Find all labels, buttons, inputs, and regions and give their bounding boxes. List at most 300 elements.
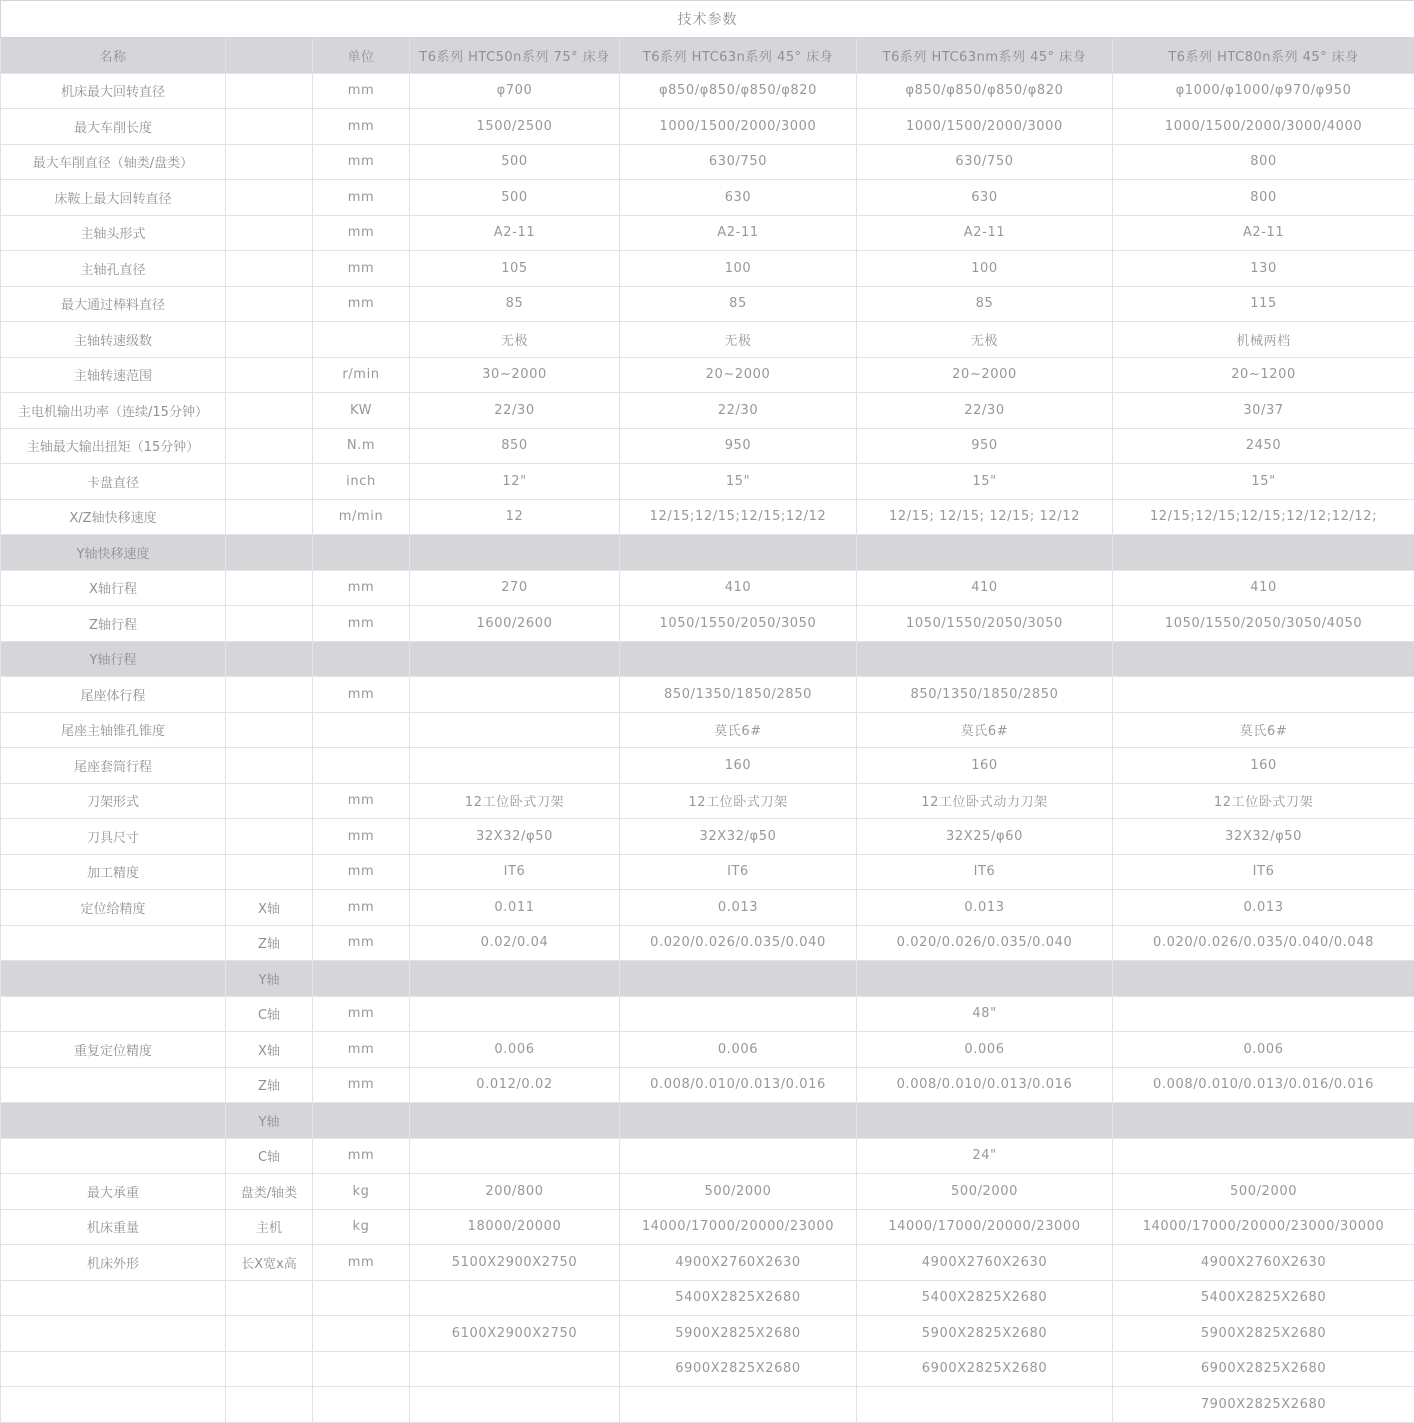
value-cell: 22/30 xyxy=(410,393,620,429)
value-cell xyxy=(410,1351,620,1387)
row-sublabel xyxy=(226,570,313,606)
row-label: 尾座套筒行程 xyxy=(1,748,226,784)
row-label xyxy=(1,1103,226,1139)
row-label: 刀架形式 xyxy=(1,783,226,819)
value-cell: 7900X2825X2680 xyxy=(1113,1387,1414,1423)
value-cell: 14000/17000/20000/23000 xyxy=(620,1209,857,1245)
value-cell: 12工位卧式刀架 xyxy=(1113,783,1414,819)
unit-cell xyxy=(313,961,410,997)
value-cell: 630 xyxy=(857,180,1113,216)
value-cell xyxy=(410,535,620,571)
value-cell: 32X32/φ50 xyxy=(620,819,857,855)
table-row xyxy=(1,1209,1414,1245)
row-label: 最大通过棒料直径 xyxy=(1,286,226,322)
value-cell: 无极 xyxy=(620,322,857,358)
unit-cell: mm xyxy=(313,606,410,642)
value-cell xyxy=(1113,677,1414,713)
value-cell: 30/37 xyxy=(1113,393,1414,429)
value-cell: 12/15;12/15;12/15;12/12;12/12; xyxy=(1113,499,1414,535)
value-cell xyxy=(620,996,857,1032)
row-label: 定位给精度 xyxy=(1,890,226,926)
row-sublabel xyxy=(226,854,313,890)
row-label: 最大车削长度 xyxy=(1,109,226,145)
value-cell: 12/15;12/15;12/15;12/12 xyxy=(620,499,857,535)
value-cell xyxy=(1113,535,1414,571)
value-cell: 1000/1500/2000/3000 xyxy=(857,109,1113,145)
value-cell: 6100X2900X2750 xyxy=(410,1316,620,1352)
value-cell: 莫氏6# xyxy=(620,712,857,748)
row-label xyxy=(1,925,226,961)
row-label xyxy=(1,1316,226,1352)
table-row xyxy=(1,393,1414,429)
row-label: 最大承重 xyxy=(1,1174,226,1210)
value-cell: 0.013 xyxy=(857,890,1113,926)
value-cell xyxy=(410,961,620,997)
unit-cell: mm xyxy=(313,1032,410,1068)
row-label: 刀具尺寸 xyxy=(1,819,226,855)
row-label xyxy=(1,1387,226,1423)
value-cell: 950 xyxy=(620,428,857,464)
row-sublabel: 主机 xyxy=(226,1209,313,1245)
row-label: 床鞍上最大回转直径 xyxy=(1,180,226,216)
row-sublabel: X轴 xyxy=(226,890,313,926)
value-cell: 0.006 xyxy=(620,1032,857,1068)
row-sublabel xyxy=(226,286,313,322)
row-sublabel xyxy=(226,641,313,677)
value-cell: 14000/17000/20000/23000/30000 xyxy=(1113,1209,1414,1245)
value-cell: 4900X2760X2630 xyxy=(857,1245,1113,1281)
value-cell: φ850/φ850/φ850/φ820 xyxy=(620,73,857,109)
value-cell: 1050/1550/2050/3050 xyxy=(857,606,1113,642)
value-cell xyxy=(410,641,620,677)
value-cell: 6900X2825X2680 xyxy=(1113,1351,1414,1387)
value-cell: 100 xyxy=(857,251,1113,287)
value-cell: 115 xyxy=(1113,286,1414,322)
row-label: 主轴转速级数 xyxy=(1,322,226,358)
value-cell: 12 xyxy=(410,499,620,535)
unit-cell: mm xyxy=(313,1245,410,1281)
value-cell: 85 xyxy=(620,286,857,322)
value-cell: 1050/1550/2050/3050 xyxy=(620,606,857,642)
row-sublabel: C轴 xyxy=(226,996,313,1032)
value-cell: A2-11 xyxy=(410,215,620,251)
table-row xyxy=(1,322,1414,358)
value-cell: 5100X2900X2750 xyxy=(410,1245,620,1281)
table-row xyxy=(1,286,1414,322)
table-row xyxy=(1,215,1414,251)
value-cell: 1500/2500 xyxy=(410,109,620,145)
unit-cell: mm xyxy=(313,854,410,890)
table-row xyxy=(1,180,1414,216)
table-row xyxy=(1,1067,1414,1103)
unit-cell xyxy=(313,748,410,784)
value-cell: 32X32/φ50 xyxy=(410,819,620,855)
value-cell xyxy=(410,677,620,713)
row-sublabel xyxy=(226,1280,313,1316)
row-label xyxy=(1,961,226,997)
value-cell xyxy=(620,1103,857,1139)
row-sublabel xyxy=(226,73,313,109)
table-row xyxy=(1,854,1414,890)
value-cell: 630 xyxy=(620,180,857,216)
value-cell xyxy=(1113,1138,1414,1174)
unit-cell: mm xyxy=(313,1138,410,1174)
table-row xyxy=(1,428,1414,464)
row-sublabel xyxy=(226,535,313,571)
row-sublabel xyxy=(226,251,313,287)
column-header: T6系列 HTC63n系列 45° 床身 xyxy=(620,38,857,74)
value-cell: 270 xyxy=(410,570,620,606)
unit-cell: KW xyxy=(313,393,410,429)
row-label: 尾座主轴锥孔锥度 xyxy=(1,712,226,748)
value-cell: 0.008/0.010/0.013/0.016/0.016 xyxy=(1113,1067,1414,1103)
value-cell: 1000/1500/2000/3000/4000 xyxy=(1113,109,1414,145)
row-label: 机床重量 xyxy=(1,1209,226,1245)
table-row xyxy=(1,890,1414,926)
value-cell: 12工位卧式刀架 xyxy=(620,783,857,819)
row-label: 尾座体行程 xyxy=(1,677,226,713)
page-title: 技术参数 xyxy=(1,1,1414,38)
value-cell: 5400X2825X2680 xyxy=(857,1280,1113,1316)
value-cell xyxy=(1113,1103,1414,1139)
value-cell: 5900X2825X2680 xyxy=(1113,1316,1414,1352)
row-label: 主轴孔直径 xyxy=(1,251,226,287)
unit-cell: mm xyxy=(313,1067,410,1103)
value-cell xyxy=(620,1138,857,1174)
value-cell: 0.006 xyxy=(857,1032,1113,1068)
unit-cell: mm xyxy=(313,677,410,713)
value-cell: IT6 xyxy=(410,854,620,890)
value-cell xyxy=(1113,641,1414,677)
value-cell xyxy=(857,535,1113,571)
value-cell: 无极 xyxy=(410,322,620,358)
value-cell: 15" xyxy=(620,464,857,500)
table-row xyxy=(1,1245,1414,1281)
row-sublabel xyxy=(226,180,313,216)
unit-cell: r/min xyxy=(313,357,410,393)
row-sublabel xyxy=(226,1351,313,1387)
table-row xyxy=(1,819,1414,855)
value-cell xyxy=(410,748,620,784)
value-cell: 850/1350/1850/2850 xyxy=(620,677,857,713)
value-cell xyxy=(857,961,1113,997)
value-cell: 100 xyxy=(620,251,857,287)
unit-cell: mm xyxy=(313,144,410,180)
row-sublabel xyxy=(226,783,313,819)
unit-cell: m/min xyxy=(313,499,410,535)
unit-cell: mm xyxy=(313,925,410,961)
value-cell: 800 xyxy=(1113,180,1414,216)
value-cell: 410 xyxy=(1113,570,1414,606)
unit-cell: mm xyxy=(313,570,410,606)
value-cell: φ1000/φ1000/φ970/φ950 xyxy=(1113,73,1414,109)
table-row xyxy=(1,1387,1414,1423)
value-cell: 410 xyxy=(620,570,857,606)
value-cell: 0.008/0.010/0.013/0.016 xyxy=(857,1067,1113,1103)
value-cell: 630/750 xyxy=(620,144,857,180)
value-cell: 200/800 xyxy=(410,1174,620,1210)
row-label xyxy=(1,1351,226,1387)
section-row xyxy=(1,1103,1414,1139)
value-cell: 莫氏6# xyxy=(1113,712,1414,748)
value-cell xyxy=(410,996,620,1032)
row-label: Y轴行程 xyxy=(1,641,226,677)
row-label: 主轴转速范围 xyxy=(1,357,226,393)
unit-cell: kg xyxy=(313,1174,410,1210)
value-cell: 500 xyxy=(410,144,620,180)
value-cell xyxy=(857,1103,1113,1139)
row-label xyxy=(1,1067,226,1103)
table-row xyxy=(1,499,1414,535)
table-row xyxy=(1,677,1414,713)
value-cell: 6900X2825X2680 xyxy=(857,1351,1113,1387)
row-sublabel xyxy=(226,819,313,855)
row-label: Y轴快移速度 xyxy=(1,535,226,571)
row-sublabel xyxy=(226,109,313,145)
row-sublabel xyxy=(226,215,313,251)
row-sublabel: Y轴 xyxy=(226,1103,313,1139)
value-cell: 4900X2760X2630 xyxy=(1113,1245,1414,1281)
value-cell: IT6 xyxy=(1113,854,1414,890)
unit-cell xyxy=(313,535,410,571)
value-cell: 12工位卧式刀架 xyxy=(410,783,620,819)
row-sublabel xyxy=(226,748,313,784)
value-cell: 0.020/0.026/0.035/0.040 xyxy=(857,925,1113,961)
unit-cell xyxy=(313,641,410,677)
row-sublabel xyxy=(226,499,313,535)
value-cell: A2-11 xyxy=(620,215,857,251)
table-row xyxy=(1,1032,1414,1068)
table-row xyxy=(1,1316,1414,1352)
value-cell xyxy=(857,641,1113,677)
value-cell: 无极 xyxy=(857,322,1113,358)
row-label: 最大车削直径（轴类/盘类） xyxy=(1,144,226,180)
value-cell: 5400X2825X2680 xyxy=(1113,1280,1414,1316)
value-cell: 160 xyxy=(857,748,1113,784)
value-cell: 机械两档 xyxy=(1113,322,1414,358)
row-sublabel: Z轴 xyxy=(226,925,313,961)
row-sublabel xyxy=(226,322,313,358)
row-label: 重复定位精度 xyxy=(1,1032,226,1068)
table-body xyxy=(1,73,1414,1422)
column-header: 单位 xyxy=(313,38,410,74)
value-cell: 5900X2825X2680 xyxy=(620,1316,857,1352)
value-cell: 1050/1550/2050/3050/4050 xyxy=(1113,606,1414,642)
value-cell: 1600/2600 xyxy=(410,606,620,642)
value-cell: 6900X2825X2680 xyxy=(620,1351,857,1387)
column-header: T6系列 HTC63nm系列 45° 床身 xyxy=(857,38,1113,74)
table-header-row xyxy=(1,38,1414,74)
section-row xyxy=(1,961,1414,997)
table-row xyxy=(1,251,1414,287)
unit-cell: mm xyxy=(313,109,410,145)
value-cell: 500/2000 xyxy=(620,1174,857,1210)
table-row xyxy=(1,144,1414,180)
unit-cell: mm xyxy=(313,73,410,109)
table-title-row xyxy=(1,1,1414,38)
value-cell: 500 xyxy=(410,180,620,216)
value-cell: 32X32/φ50 xyxy=(1113,819,1414,855)
value-cell: 0.020/0.026/0.035/0.040 xyxy=(620,925,857,961)
row-sublabel xyxy=(226,1387,313,1423)
row-label: 主电机输出功率（连续/15分钟） xyxy=(1,393,226,429)
value-cell xyxy=(620,535,857,571)
column-header: T6系列 HTC80n系列 45° 床身 xyxy=(1113,38,1414,74)
value-cell: 160 xyxy=(1113,748,1414,784)
value-cell xyxy=(410,1103,620,1139)
value-cell: 0.006 xyxy=(410,1032,620,1068)
value-cell xyxy=(620,641,857,677)
value-cell: 14000/17000/20000/23000 xyxy=(857,1209,1113,1245)
value-cell: 950 xyxy=(857,428,1113,464)
value-cell: 0.006 xyxy=(1113,1032,1414,1068)
row-sublabel xyxy=(226,1316,313,1352)
table-row xyxy=(1,464,1414,500)
row-label: 机床外形 xyxy=(1,1245,226,1281)
value-cell: 5400X2825X2680 xyxy=(620,1280,857,1316)
unit-cell: N.m xyxy=(313,428,410,464)
value-cell: 32X25/φ60 xyxy=(857,819,1113,855)
value-cell: 0.013 xyxy=(620,890,857,926)
value-cell: φ700 xyxy=(410,73,620,109)
value-cell: 12" xyxy=(410,464,620,500)
row-label: 加工精度 xyxy=(1,854,226,890)
value-cell: A2-11 xyxy=(1113,215,1414,251)
value-cell xyxy=(1113,996,1414,1032)
value-cell: 18000/20000 xyxy=(410,1209,620,1245)
unit-cell: mm xyxy=(313,180,410,216)
row-label: X轴行程 xyxy=(1,570,226,606)
value-cell: IT6 xyxy=(857,854,1113,890)
value-cell xyxy=(410,1280,620,1316)
row-sublabel xyxy=(226,428,313,464)
value-cell: φ850/φ850/φ850/φ820 xyxy=(857,73,1113,109)
value-cell: 2450 xyxy=(1113,428,1414,464)
value-cell: 15" xyxy=(857,464,1113,500)
value-cell xyxy=(620,961,857,997)
section-row xyxy=(1,535,1414,571)
row-sublabel: 盘类/轴类 xyxy=(226,1174,313,1210)
value-cell: 500/2000 xyxy=(857,1174,1113,1210)
table-row xyxy=(1,1174,1414,1210)
value-cell: 20~2000 xyxy=(620,357,857,393)
unit-cell: kg xyxy=(313,1209,410,1245)
row-label: 主轴头形式 xyxy=(1,215,226,251)
value-cell xyxy=(620,1387,857,1423)
value-cell: 15" xyxy=(1113,464,1414,500)
unit-cell: mm xyxy=(313,286,410,322)
unit-cell xyxy=(313,1280,410,1316)
value-cell: 48" xyxy=(857,996,1113,1032)
table-row xyxy=(1,1138,1414,1174)
value-cell: 630/750 xyxy=(857,144,1113,180)
row-sublabel xyxy=(226,712,313,748)
value-cell: 30~2000 xyxy=(410,357,620,393)
table-row xyxy=(1,1351,1414,1387)
row-sublabel: Y轴 xyxy=(226,961,313,997)
value-cell: 22/30 xyxy=(620,393,857,429)
value-cell: 410 xyxy=(857,570,1113,606)
unit-cell xyxy=(313,322,410,358)
value-cell: 0.02/0.04 xyxy=(410,925,620,961)
table-row xyxy=(1,748,1414,784)
unit-cell: mm xyxy=(313,819,410,855)
value-cell: 160 xyxy=(620,748,857,784)
value-cell: 4900X2760X2630 xyxy=(620,1245,857,1281)
row-sublabel xyxy=(226,464,313,500)
value-cell: 850 xyxy=(410,428,620,464)
unit-cell xyxy=(313,1316,410,1352)
value-cell: 0.020/0.026/0.035/0.040/0.048 xyxy=(1113,925,1414,961)
value-cell: 130 xyxy=(1113,251,1414,287)
column-header: 名称 xyxy=(1,38,226,74)
unit-cell xyxy=(313,712,410,748)
row-sublabel xyxy=(226,393,313,429)
column-header: T6系列 HTC50n系列 75° 床身 xyxy=(410,38,620,74)
table-row xyxy=(1,1280,1414,1316)
value-cell: 0.012/0.02 xyxy=(410,1067,620,1103)
value-cell: 0.011 xyxy=(410,890,620,926)
value-cell: A2-11 xyxy=(857,215,1113,251)
row-label xyxy=(1,1280,226,1316)
value-cell: 0.013 xyxy=(1113,890,1414,926)
value-cell: 800 xyxy=(1113,144,1414,180)
row-label xyxy=(1,1138,226,1174)
table-row xyxy=(1,925,1414,961)
table-row xyxy=(1,783,1414,819)
row-label: 机床最大回转直径 xyxy=(1,73,226,109)
row-sublabel xyxy=(226,677,313,713)
table-row xyxy=(1,712,1414,748)
unit-cell: inch xyxy=(313,464,410,500)
table-row xyxy=(1,996,1414,1032)
value-cell: 12工位卧式动力刀架 xyxy=(857,783,1113,819)
value-cell: 22/30 xyxy=(857,393,1113,429)
value-cell xyxy=(857,1387,1113,1423)
value-cell: 500/2000 xyxy=(1113,1174,1414,1210)
section-row xyxy=(1,641,1414,677)
row-sublabel: X轴 xyxy=(226,1032,313,1068)
value-cell xyxy=(410,712,620,748)
row-sublabel xyxy=(226,144,313,180)
value-cell: 24" xyxy=(857,1138,1113,1174)
unit-cell: mm xyxy=(313,783,410,819)
table-row xyxy=(1,357,1414,393)
value-cell: 0.008/0.010/0.013/0.016 xyxy=(620,1067,857,1103)
value-cell: 12/15; 12/15; 12/15; 12/12 xyxy=(857,499,1113,535)
value-cell: 5900X2825X2680 xyxy=(857,1316,1113,1352)
row-label xyxy=(1,996,226,1032)
row-sublabel: C轴 xyxy=(226,1138,313,1174)
unit-cell: mm xyxy=(313,996,410,1032)
row-sublabel xyxy=(226,357,313,393)
table-row xyxy=(1,570,1414,606)
value-cell: 莫氏6# xyxy=(857,712,1113,748)
value-cell: IT6 xyxy=(620,854,857,890)
table-row xyxy=(1,109,1414,145)
row-label: 卡盘直径 xyxy=(1,464,226,500)
value-cell xyxy=(410,1138,620,1174)
value-cell: 1000/1500/2000/3000 xyxy=(620,109,857,145)
value-cell: 85 xyxy=(857,286,1113,322)
row-label: X/Z轴快移速度 xyxy=(1,499,226,535)
unit-cell: mm xyxy=(313,251,410,287)
unit-cell: mm xyxy=(313,215,410,251)
value-cell: 20~1200 xyxy=(1113,357,1414,393)
table-row xyxy=(1,73,1414,109)
row-sublabel: Z轴 xyxy=(226,1067,313,1103)
row-label: 主轴最大输出扭矩（15分钟） xyxy=(1,428,226,464)
